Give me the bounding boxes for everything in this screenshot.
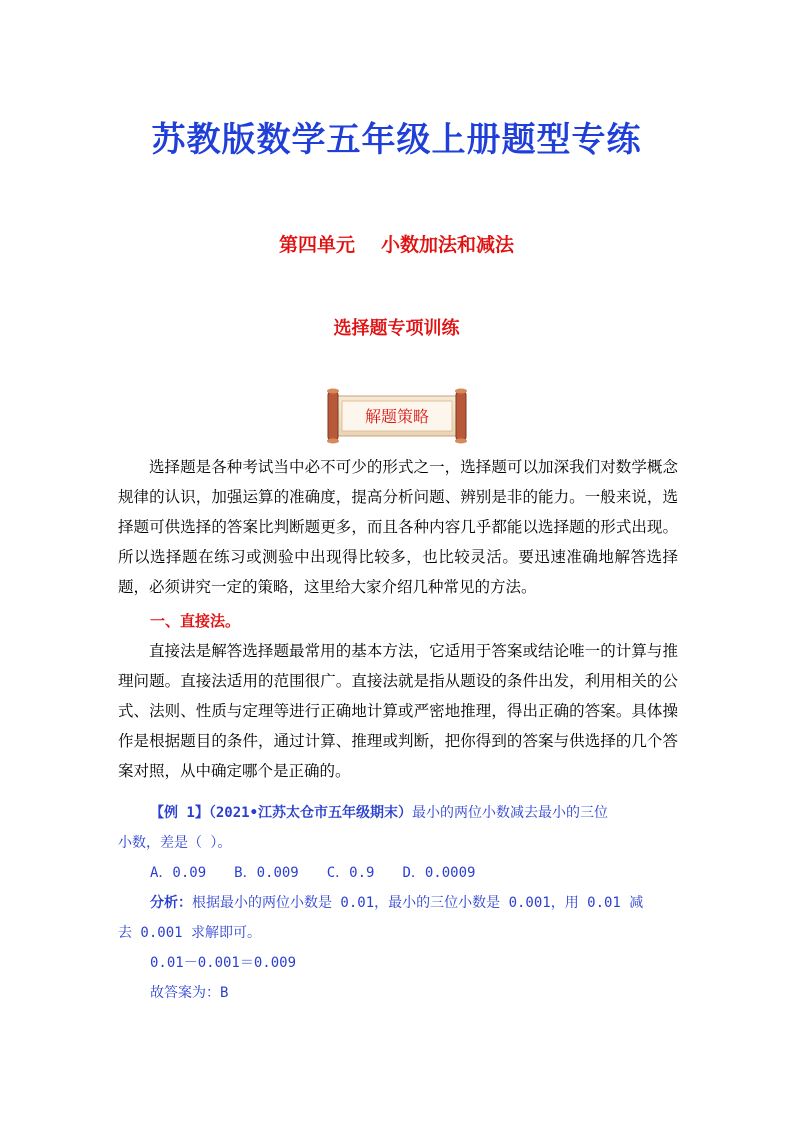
analysis-line2: 去 0.001 求解即可。 [118, 925, 262, 941]
method-1-paragraph: 直接法是解答选择题最常用的基本方法，它适用于答案或结论唯一的计算与推理问题。直接法适用的范围很广。直接法就是指从题设的条件出发，利用相关的公式、法则、性质与定理等进行正确地计算或严密地推理，得出正确的答案。具体操作是根据题目的条件，通过计算、推理或判断，把你得到的答案与供选择的几个答案对照，从中确定哪个是正确的。 [118, 642, 678, 780]
option-d: D．0.0009 [402, 865, 476, 881]
unit-name: 小数加法和减法 [381, 234, 515, 256]
method-1-heading: 一、直接法。 [150, 612, 241, 630]
main-title: 苏教版数学五年级上册题型专练 [151, 120, 642, 160]
analysis-text-1: 根据最小的两位小数是 0.01，最小的三位小数是 0.001，用 0.01 减 [192, 895, 644, 911]
unit-label: 第四单元 [278, 234, 355, 256]
method-1-section [118, 606, 678, 786]
option-c: C．0.9 [326, 865, 375, 881]
option-b: B．0.009 [234, 865, 299, 881]
section-title: 选择题专项训练 [333, 318, 460, 339]
strategy-scroll-banner [324, 388, 470, 444]
calculation: 0.01－0.001＝0.009 [150, 955, 297, 971]
question-part1: 最小的两位小数减去最小的三位 [412, 805, 609, 821]
analysis-label: 分析： [150, 895, 192, 911]
analysis-line1 [118, 888, 678, 918]
scroll-label: 解题策略 [364, 407, 429, 426]
intro-section [118, 452, 678, 602]
options-row [118, 858, 678, 888]
example-tag: 【例 1】 [150, 805, 209, 821]
intro-paragraph: 选择题是各种考试当中必不可少的形式之一，选择题可以加深我们对数学概念规律的认识，加强运算的准确度，提高分析问题、辨别是非的能力。一般来说，选择题可供选择的答案比判断题更多，而且各种内容几乎都能以选择题的形式出现。所以选择题在练习或测验中出现得比较多，也比较灵活。要迅速准确地解答选择题，必须讲究一定的策略，这里给大家介绍几种常见的方法。 [118, 458, 678, 596]
option-a: A．0.09 [150, 865, 207, 881]
example-1-question-line1 [118, 798, 678, 828]
example-1 [118, 798, 678, 1008]
example-source: （2021•江苏太仓市五年级期末） [208, 805, 413, 821]
unit-title [0, 230, 793, 257]
answer: 故答案为：B [150, 985, 229, 1001]
example-1-question-line2: 小数，差是（ ）。 [118, 835, 232, 851]
